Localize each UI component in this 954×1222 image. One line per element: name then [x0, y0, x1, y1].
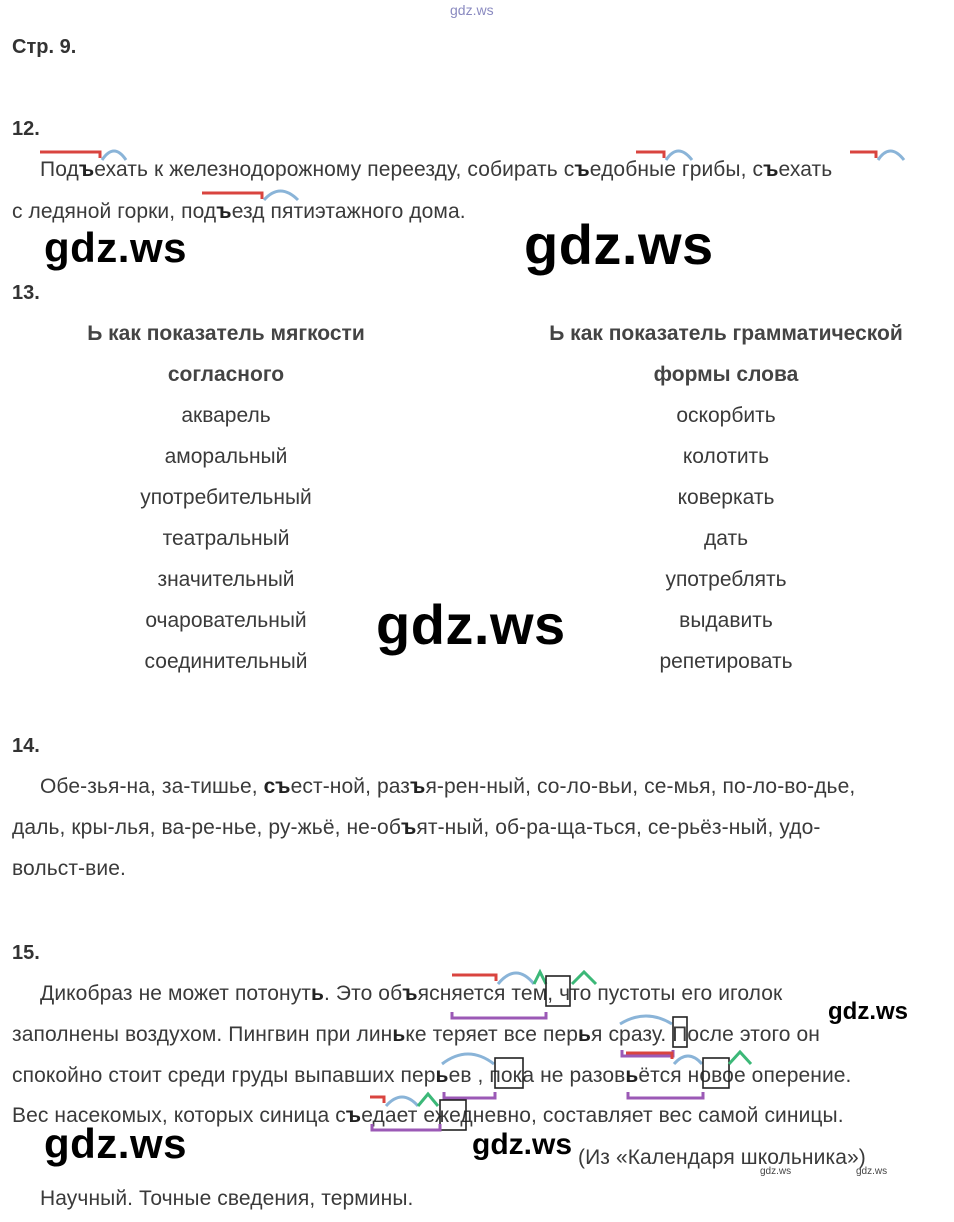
exercise-12-number: 12. [12, 118, 40, 140]
watermark: gdz.ws [44, 1120, 188, 1167]
highlighted-letter: ь [311, 982, 325, 1005]
right-word: оскорбить [676, 404, 776, 427]
exercise-13-number: 13. [12, 282, 40, 304]
watermark: gdz.ws [856, 1166, 888, 1177]
left-word: значительный [157, 568, 295, 591]
right-word: коверкать [677, 486, 775, 509]
soft-sign-softness-column [16, 322, 436, 691]
right-word: репетировать [659, 650, 793, 673]
left-word: аморальный [164, 445, 288, 468]
left-word: театральный [162, 527, 290, 550]
left-column-header-2: согласного [167, 363, 285, 386]
text-run: Под [40, 158, 79, 181]
right-word: колотить [682, 445, 770, 468]
stem-bracket [444, 1092, 495, 1098]
watermark: gdz.ws [760, 1166, 792, 1177]
highlighted-letter: ъ [345, 1104, 362, 1127]
text-run: ев , пока не раз [448, 1064, 603, 1087]
prefix-mark [202, 193, 262, 199]
left-word: акварель [181, 404, 271, 427]
exercise-15-number: 15. [12, 942, 40, 964]
exercise-15-line-2 [12, 1023, 820, 1047]
text-run: ке теряет все пер [405, 1023, 579, 1046]
left-word: очаровательный [145, 609, 307, 632]
text-run: Обе-зья-на, за-тишье, [40, 775, 264, 798]
highlighted-letter: съ [263, 775, 291, 798]
text-run: едает ежедневно, составляет вес самой синицы. [361, 1104, 844, 1127]
text-run: я-рен-ный, со-ло-вьи, се-мья, по-ло-во-дье, [425, 775, 856, 798]
text-run: заполнены воздухом. Пингвин при лин [12, 1023, 393, 1046]
page-label: Стр. 9. [12, 36, 77, 58]
exercise-14-line-3: вольст-вие. [12, 857, 126, 880]
exercise-15-line-3 [12, 1064, 852, 1088]
highlighted-letter: ь [625, 1064, 639, 1087]
left-word: употребительный [140, 486, 312, 509]
text-run: ест-ной, раз [290, 775, 411, 798]
soft-sign-grammar-column [516, 322, 936, 691]
watermark-top: gdz.ws [450, 2, 494, 18]
exercise-15-line-1 [40, 982, 782, 1006]
text-run: Дикобраз не может потонут [40, 982, 312, 1005]
left-column-header-1: Ь как показатель мягкости [87, 322, 365, 345]
text-run: езд пятиэтажного дома. [231, 200, 466, 223]
highlighted-letter: ъ [400, 816, 417, 839]
highlighted-letter: ъ [574, 158, 590, 181]
root-arc [674, 1056, 702, 1064]
stem-bracket [452, 1012, 546, 1018]
right-column-header-1: Ь как показатель грамматической [549, 322, 903, 345]
text-run: едобные грибы, с [589, 158, 764, 181]
highlighted-letter: ъ [216, 200, 232, 223]
source-citation: (Из «Календаря школьника») [578, 1146, 866, 1169]
text-run: ётся новое оперение. [638, 1064, 852, 1087]
right-word: дать [703, 527, 749, 550]
text-run: спокойно стоит среди груды выпавших пер [12, 1064, 436, 1087]
text-run: Вес насекомых, которых синица с [12, 1104, 346, 1127]
prefix-mark [452, 975, 496, 981]
suffix-mark [729, 1052, 751, 1064]
root-arc [442, 1054, 494, 1064]
watermark: gdz.ws [472, 1128, 573, 1161]
text-run: я сразу. После этого он [591, 1023, 820, 1046]
watermark: gdz.ws [44, 224, 188, 271]
highlighted-letter: ъ [402, 982, 418, 1005]
stem-bracket [628, 1092, 703, 1098]
highlighted-letter: ь [392, 1023, 406, 1046]
right-word: выдавить [679, 609, 773, 632]
highlighted-letter: ъ [763, 158, 779, 181]
exercise-12-line-1 [40, 158, 832, 182]
exercise-14-line-2 [12, 816, 820, 840]
text-run: ехать [778, 158, 833, 181]
stem-bracket [622, 1050, 673, 1056]
highlighted-letter: ь [435, 1064, 449, 1087]
conclusion: Научный. Точные сведения, термины. [40, 1187, 414, 1210]
root-arc [264, 191, 298, 200]
text-run: с ледяной горки, под [12, 200, 217, 223]
exercise-12-line-2 [12, 200, 466, 224]
text-run: в [614, 1064, 626, 1087]
watermark: gdz.ws [828, 998, 909, 1025]
highlighted-letter: ь [578, 1023, 592, 1046]
left-word: соединительный [144, 650, 308, 673]
text-run: . Это об [324, 982, 403, 1005]
highlighted-letter: ъ [78, 158, 95, 181]
prefix-mark [850, 152, 876, 158]
text-run: о [602, 1064, 615, 1087]
prefix-mark [370, 1097, 384, 1103]
right-column-header-2: формы слова [653, 363, 799, 386]
watermark: gdz.ws [524, 213, 714, 276]
watermark: gdz.ws [376, 593, 566, 656]
highlighted-letter: ъ [410, 775, 426, 798]
right-word: употреблять [665, 568, 787, 591]
text-run: ят-ный, об-ра-ща-ться, се-рьёз-ный, удо- [416, 816, 821, 839]
root-arc [878, 151, 904, 160]
exercise-14-number: 14. [12, 735, 40, 757]
text-run: ехать к железнодорожному переезду, собирать с [94, 158, 575, 181]
exercise-14-line-1 [40, 775, 855, 799]
text-run: ясняется тем, что пустоты его иголок [417, 982, 783, 1005]
text-run: даль, кры-лья, ва-ре-нье, ру-жьё, не-об [12, 816, 401, 839]
prefix-mark [626, 1053, 672, 1059]
